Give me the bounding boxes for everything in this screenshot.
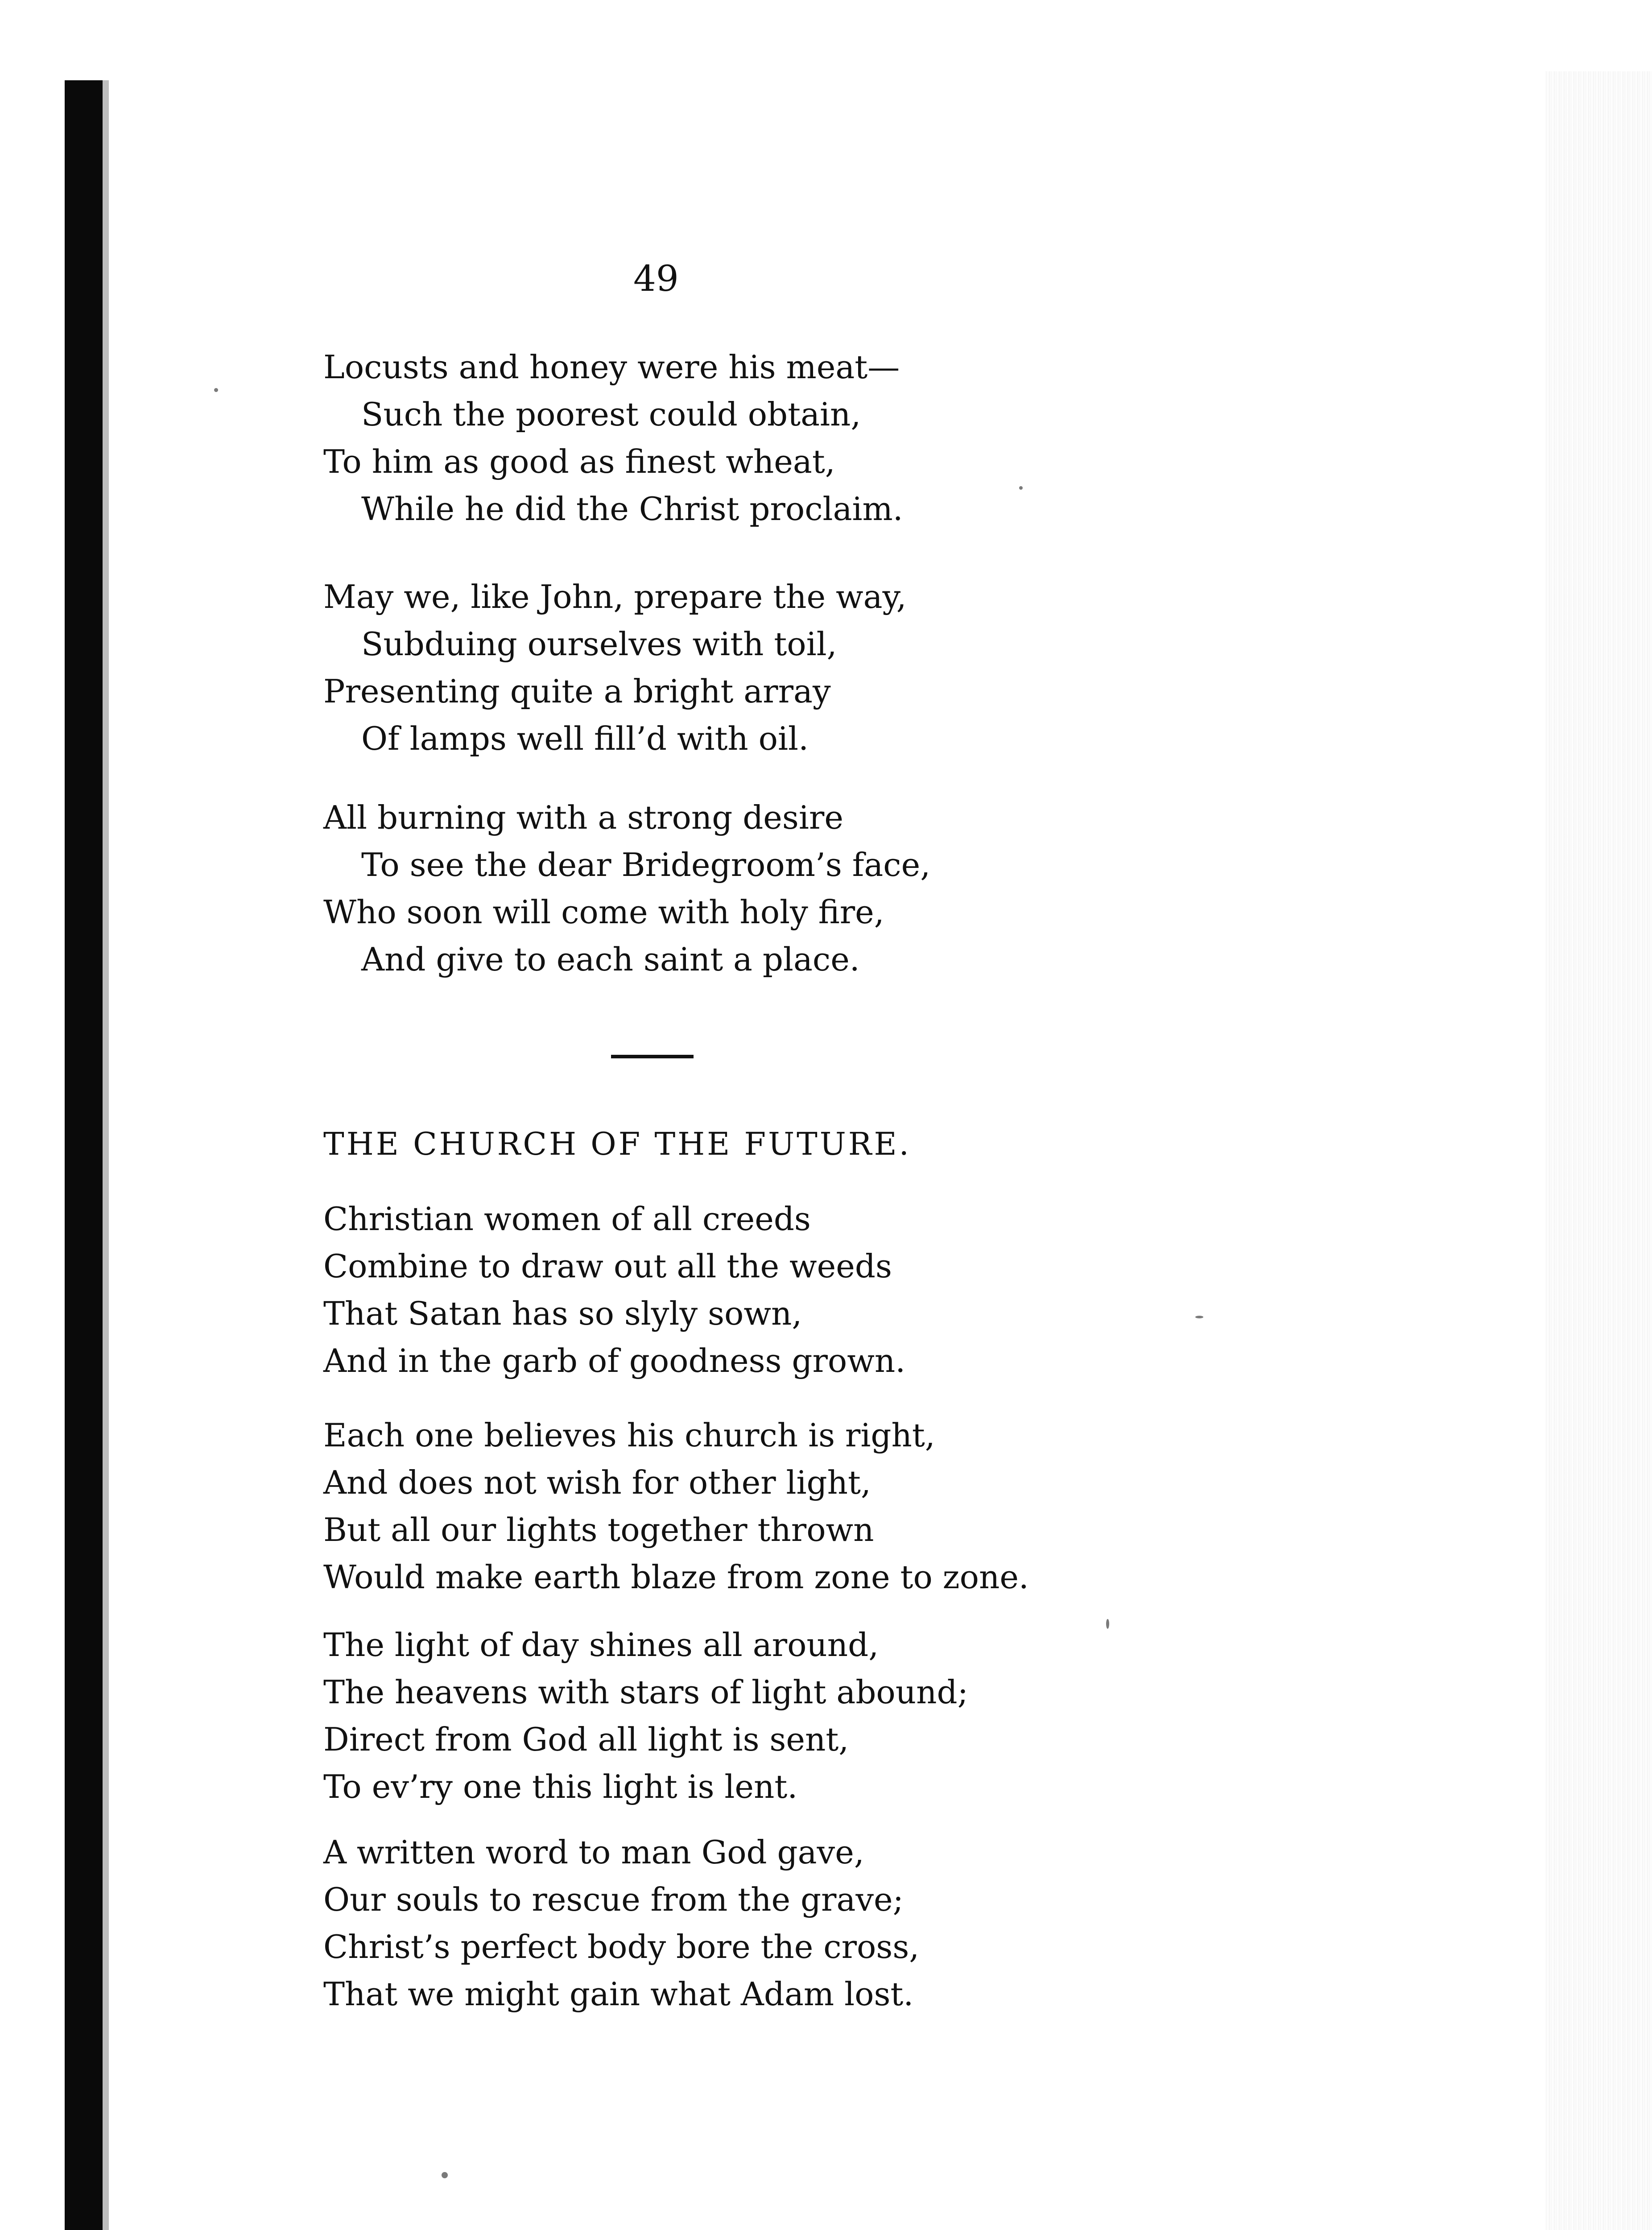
poem-line: And give to each saint a place. [361,941,860,978]
poem-line: Direct from God all light is sent, [323,1721,849,1758]
poem-line: Each one believes his church is right, [323,1416,935,1454]
binding-shadow-edge [103,80,109,2230]
poem-line: While he did the Christ proclaim. [361,490,903,528]
stanza [323,343,903,533]
page-edge-texture [1545,71,1652,2230]
stanza [323,1829,919,2018]
poem-line: Subduing ourselves with toil, [361,625,837,663]
poem-line: Presenting quite a bright array [323,673,831,710]
poem-line: The light of day shines all around, [323,1626,879,1664]
stanza [323,1621,968,1810]
section-divider [611,1055,694,1058]
poem-line: Who soon will come with holy fire, [323,893,884,931]
page-number: 49 [633,258,679,299]
poem-line: And in the garb of goodness grown. [323,1342,906,1379]
poem-line: To him as good as finest wheat, [323,443,835,480]
poem-line: Would make earth blaze from zone to zone. [323,1558,1029,1596]
stanza [323,794,930,983]
poem-line: The heavens with stars of light abound; [323,1673,968,1711]
poem-line: To ev’ry one this light is lent. [323,1768,798,1805]
stanza [323,1195,905,1384]
poem-line: Such the poorest could obtain, [361,396,861,433]
poem-line: And does not wish for other light, [323,1464,871,1501]
scan-speck [1195,1316,1203,1318]
poem-line: May we, like John, prepare the way, [323,578,907,615]
poem-line: All burning with a strong desire [323,799,843,836]
poem-line: Locusts and honey were his meat— [323,348,900,386]
poem-line: A written word to man God gave, [323,1834,864,1871]
poem-title: THE CHURCH OF THE FUTURE. [323,1126,911,1162]
stanza [323,573,907,762]
poem-line: Our souls to rescue from the grave; [323,1881,904,1918]
poem-line: Christ’s perfect body bore the cross, [323,1928,920,1966]
poem-line: To see the dear Bridegroom’s face, [361,846,931,884]
binding-shadow [65,80,103,2230]
poem-line: That we might gain what Adam lost. [323,1975,914,2013]
scan-speck [214,388,218,392]
scan-speck [1019,486,1023,490]
scan-speck [1106,1619,1109,1629]
poem-line: That Satan has so slyly sown, [323,1295,802,1332]
scan-speck [442,2172,448,2178]
poem-line: Combine to draw out all the weeds [323,1247,892,1285]
stanza [323,1412,1029,1601]
poem-line: Christian women of all creeds [323,1200,811,1238]
poem-line: But all our lights together thrown [323,1511,874,1549]
poem-line: Of lamps well fill’d with oil. [361,720,809,757]
